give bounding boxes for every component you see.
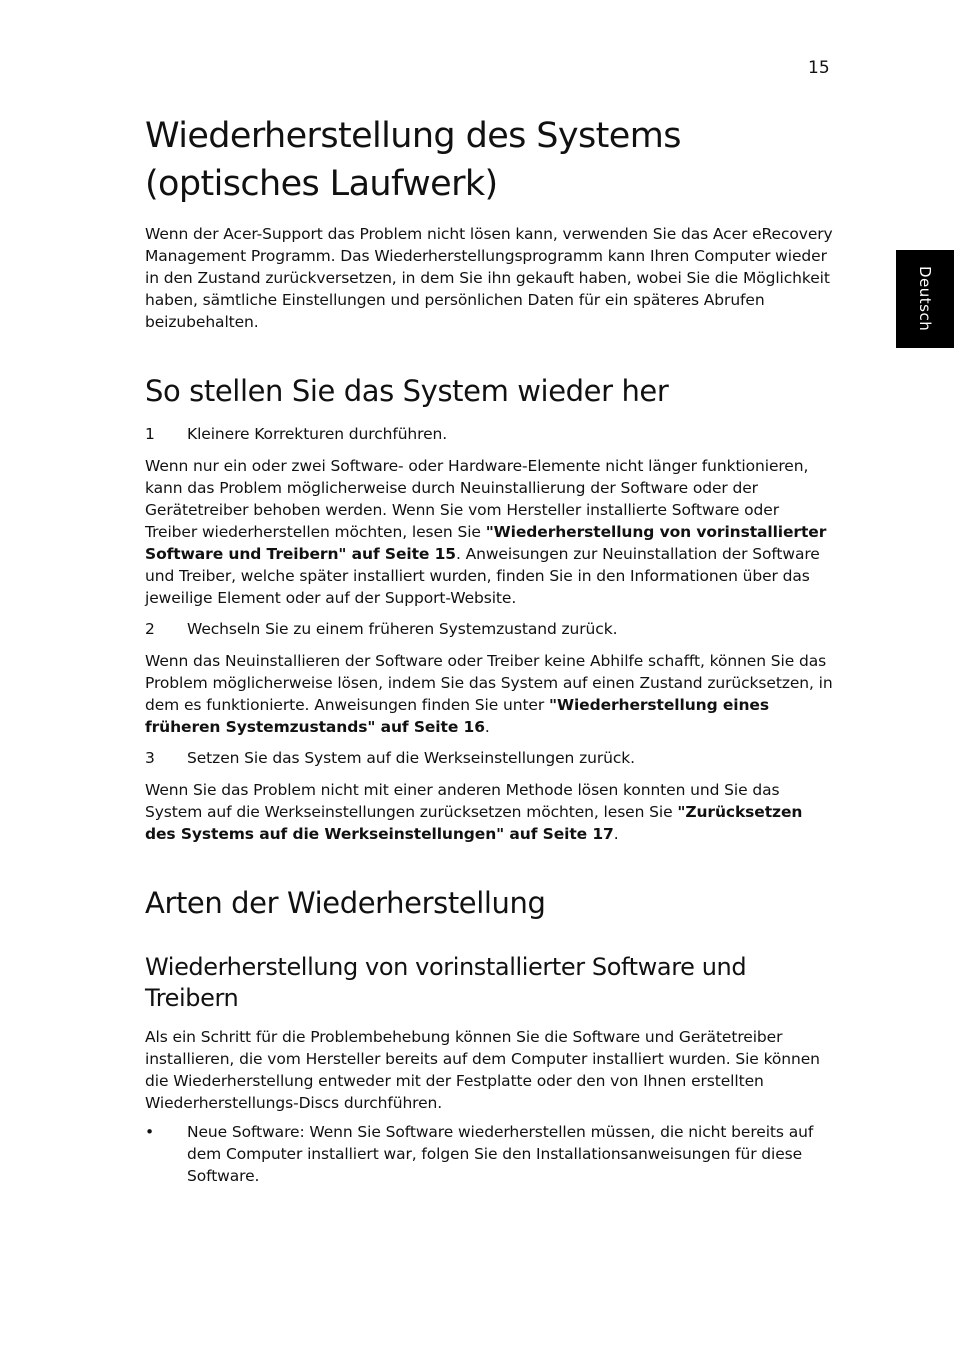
step-1-description — [145, 455, 835, 609]
step-3-text-before: Wenn Sie das Problem nicht mit einer anderen Methode lösen konnten und Sie das System auf die Werkseinstellungen zurücksetzen möchten, lesen Sie — [145, 781, 780, 821]
step-2 — [145, 618, 835, 640]
preinstalled-paragraph: Als ein Schritt für die Problembehebung können Sie die Software und Gerätetreiber installieren, die vom Hersteller bereits auf dem Computer installiert wurden. Sie können die Wiederherstellung entweder mit der Festplatte oder den von Ihnen erstellten Wiederherstellungs-Discs durchführen. — [145, 1028, 820, 1112]
step-2-text-after: . — [484, 718, 490, 736]
step-1-text-before: Wenn nur ein oder zwei Software- oder Hardware-Elemente nicht länger funktionieren, kann das Problem möglicherweise durch Neuinstallierung der Software oder der Gerätetreiber behoben werden. Wenn Sie vom Hersteller installierte Software oder Treiber wiederherstellen möchten, lesen Sie — [145, 457, 809, 541]
page-number: 15 — [808, 58, 830, 78]
step-3-text-after: . — [613, 825, 619, 843]
page-title — [145, 112, 835, 208]
step-2-link[interactable]: "Wiederherstellung eines früheren Systemzustands" auf Seite 16 — [145, 696, 769, 736]
step-2-text-before: Wenn das Neuinstallieren der Software oder Treiber keine Abhilfe schafft, können Sie das Problem möglicherweise lösen, indem Sie das System auf einen Zustand zurücksetzen, in dem es funktionierte. Anweisungen finden Sie unter — [145, 652, 833, 714]
bullet-text: Neue Software: Wenn Sie Software wiederherstellen müssen, die nicht bereits auf dem Computer installiert war, folgen Sie den Installationsanweisungen für diese Software. — [187, 1123, 814, 1185]
step-1 — [145, 423, 835, 445]
step-1-link[interactable]: "Wiederherstellung von vorinstallierter Software und Treibern" auf Seite 15 — [145, 523, 827, 563]
step-2-number: 2 — [145, 620, 155, 638]
section-heading-restore: So stellen Sie das System wieder her — [145, 374, 669, 408]
step-1-number: 1 — [145, 425, 155, 443]
step-1-label: Kleinere Korrekturen durchführen. — [187, 425, 448, 443]
step-3 — [145, 747, 835, 769]
bullet-symbol: • — [145, 1123, 155, 1141]
step-3-number: 3 — [145, 749, 155, 767]
side-tab-label: Deutsch — [916, 266, 934, 332]
step-2-description — [145, 650, 835, 738]
step-3-link[interactable]: "Zurücksetzen des Systems auf die Werkseinstellungen" auf Seite 17 — [145, 803, 803, 843]
subsection-heading-preinstalled: Wiederherstellung von vorinstallierter Software und Treibern — [145, 953, 747, 1012]
page-content — [145, 112, 835, 1187]
section-heading-recovery-types: Arten der Wiederherstellung — [145, 886, 546, 920]
intro-paragraph: Wenn der Acer-Support das Problem nicht lösen kann, verwenden Sie das Acer eRecovery Management Programm. Das Wiederherstellungsprogramm kann Ihren Computer wieder in den Zustand zurückversetzen, in dem Sie ihn gekauft haben, wobei Sie die Möglichkeit haben, sämtliche Einstellungen und persönlichen Daten für ein späteres Abrufen beizubehalten. — [145, 225, 833, 331]
step-1-text-after: . Anweisungen zur Neuinstallation der Software und Treiber, welche später installiert wurden, finden Sie in den Informationen über das jeweilige Element oder auf der Support-Website. — [145, 545, 820, 607]
bullet-item-new-software — [145, 1121, 835, 1187]
language-side-tab — [896, 250, 954, 348]
page-title-line1: Wiederherstellung des Systems — [145, 116, 681, 156]
step-3-label: Setzen Sie das System auf die Werkseinstellungen zurück. — [187, 749, 635, 767]
step-3-description — [145, 779, 835, 845]
step-2-label: Wechseln Sie zu einem früheren Systemzustand zurück. — [187, 620, 618, 638]
page-title-line2: (optisches Laufwerk) — [145, 164, 498, 204]
